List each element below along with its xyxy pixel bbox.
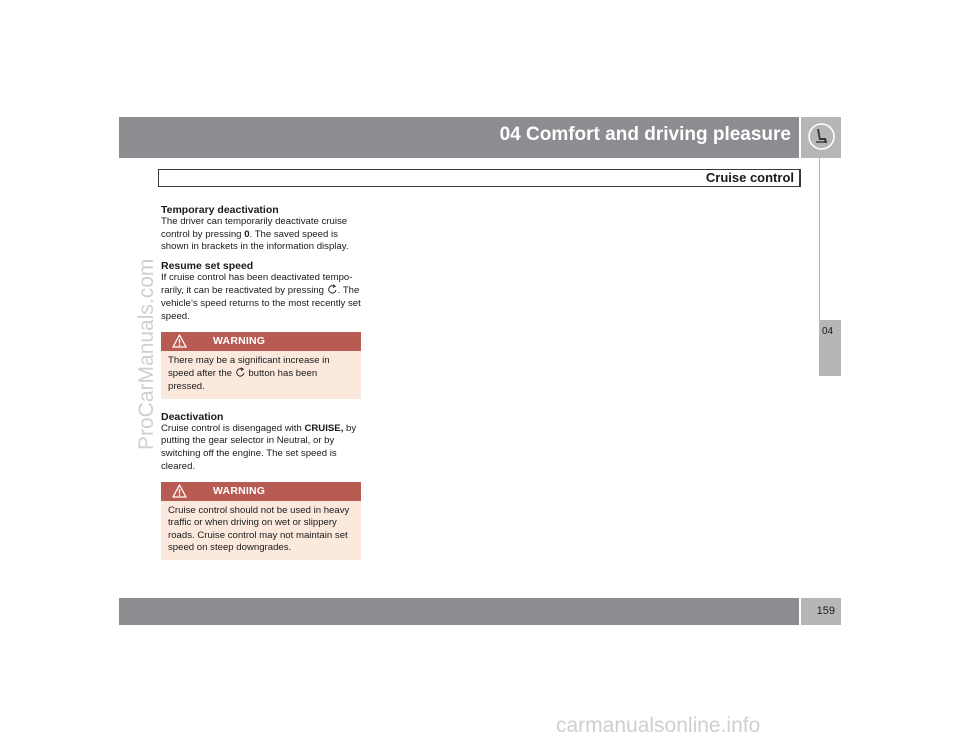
- heading-temporary-deactivation: Temporary deactivation: [161, 204, 279, 216]
- resume-icon: [235, 367, 246, 378]
- warning-label: WARNING: [213, 485, 266, 498]
- page-number-box: [801, 598, 841, 625]
- chapter-side-tab[interactable]: [819, 320, 841, 376]
- warning-header: [161, 482, 361, 501]
- paragraph-temporary-deactivation: The driver can temporarily deactivate cruise control by pressing 0. The saved speed is shown in brackets in the information display.: [161, 216, 349, 253]
- watermark-bottom: carmanualsonline.info: [556, 714, 761, 737]
- warning-box-resume: [161, 332, 361, 399]
- paragraph-resume-set-speed: If cruise control has been deactivated tempo-rarily, it can be reactivated by pressing . The vehicle’s speed returns to the most recently set speed.: [161, 271, 361, 322]
- chapter-header: [119, 117, 799, 158]
- main-content: [161, 204, 361, 572]
- warning-text: Cruise control should not be used in heavy traffic or when driving on wet or slippery roads. Cruise control may not maintain set speed on steep downgrades.: [168, 505, 350, 553]
- warning-triangle-icon: [172, 334, 187, 348]
- heading-resume-set-speed: Resume set speed: [161, 259, 254, 272]
- warning-box-deactivation: [161, 482, 361, 560]
- side-tab-label: 04: [822, 326, 834, 337]
- warning-label: WARNING: [213, 335, 266, 348]
- warning-text: There may be a significant increase in speed after the button has been pressed.: [168, 355, 330, 392]
- heading-deactivation: Deactivation: [161, 410, 224, 423]
- key-zero: 0: [244, 228, 250, 240]
- side-divider: [819, 158, 820, 320]
- seat-icon: [808, 123, 835, 150]
- watermark-vertical: ProCarManuals.com: [135, 258, 158, 450]
- paragraph-deactivation: Cruise control is disengaged with CRUISE, by putting the gear selector in Neutral, or by switching off the engine. The set speed is cleared.: [161, 422, 357, 472]
- warning-header: [161, 332, 361, 351]
- section-title: Cruise control: [705, 170, 794, 185]
- resume-icon: [327, 284, 338, 295]
- key-cruise: CRUISE,: [304, 422, 344, 434]
- footer-band: [119, 598, 799, 625]
- page-number: 159: [816, 605, 835, 617]
- chapter-title: 04 Comfort and driving pleasure: [499, 124, 791, 145]
- warning-triangle-icon: [172, 484, 187, 498]
- section-header: [158, 169, 801, 187]
- chapter-icon-box: [801, 117, 841, 158]
